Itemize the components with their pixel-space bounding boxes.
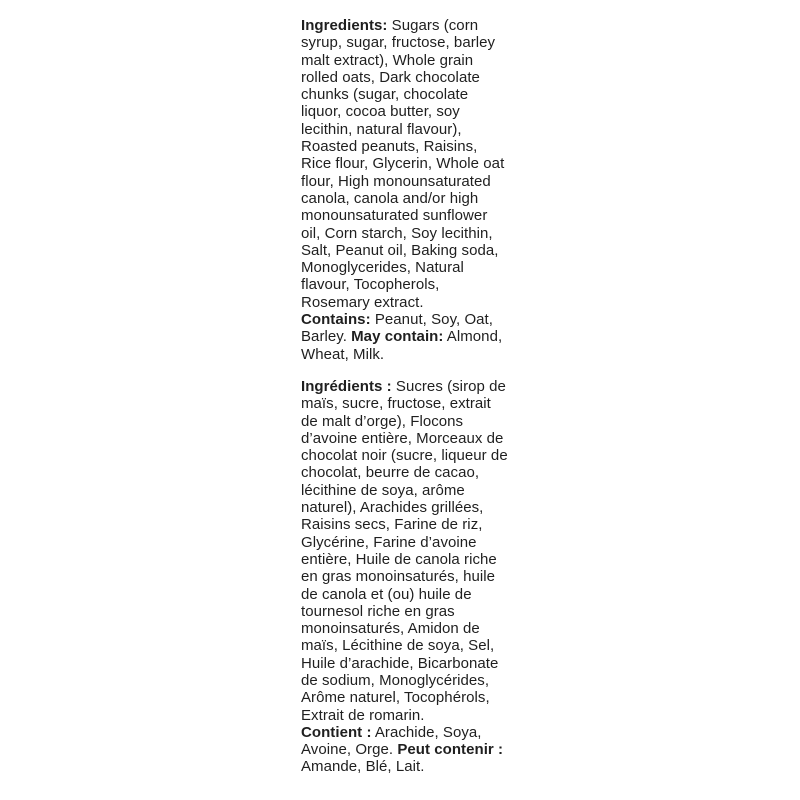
ingredient-text: chocolat, beurre de cacao, (301, 464, 480, 482)
ingredient-line (301, 34, 546, 51)
ingredient-line (301, 551, 546, 568)
ingredient-heading-text: May contain: (351, 328, 444, 346)
ingredient-line (301, 259, 546, 276)
ingredient-text: rolled oats, Dark chocolate (301, 68, 480, 86)
ingredient-text: Sugars (corn (387, 17, 479, 34)
ingredient-text: Arachide, Soya, (371, 723, 482, 741)
ingredients-french (301, 378, 546, 776)
ingredient-line (301, 395, 546, 412)
ingredient-line (301, 346, 546, 363)
ingredient-text: liquor, cocoa butter, soy (301, 103, 460, 121)
ingredient-text: de sodium, Monoglycérides, (301, 671, 490, 689)
ingredient-line (301, 121, 546, 138)
ingredient-line (301, 138, 546, 155)
ingredient-text: Arôme naturel, Tocophérols, (301, 689, 490, 707)
ingredient-text: chunks (sugar, chocolate (301, 86, 469, 104)
ingredient-text: de canola et (ou) huile de (301, 585, 472, 603)
ingredient-line (301, 276, 546, 293)
ingredient-line (301, 568, 546, 585)
ingredient-line (301, 707, 546, 724)
ingredient-line (301, 689, 546, 706)
ingredient-line (301, 413, 546, 430)
ingredient-text: Almond, (443, 328, 503, 346)
ingredient-text: lécithine de soya, arôme (301, 481, 465, 499)
ingredient-heading-text: Ingredients: (301, 17, 388, 34)
ingredient-heading-text: Peut contenir : (397, 741, 504, 759)
ingredient-line (301, 69, 546, 86)
ingredient-text: oil, Corn starch, Soy lecithin, (301, 224, 493, 242)
ingredient-text: Roasted peanuts, Raisins, (301, 138, 478, 156)
ingredient-text: Monoglycerides, Natural (301, 259, 464, 277)
ingredient-line (301, 586, 546, 603)
ingredient-line (301, 724, 546, 741)
ingredient-text: flavour, Tocopherols, (301, 276, 440, 294)
ingredient-line (301, 758, 546, 775)
ingredient-line (301, 464, 546, 481)
ingredient-heading-text: Ingrédients : (301, 377, 392, 395)
ingredient-text: d’avoine entière, Morceaux de (301, 429, 504, 447)
ingredient-text: Amande, Blé, Lait. (301, 758, 425, 776)
ingredient-line (301, 516, 546, 533)
ingredient-text: en gras monoinsaturés, huile (301, 568, 496, 586)
ingredient-line (301, 447, 546, 464)
ingredient-line (301, 482, 546, 499)
ingredient-text: maïs, Lécithine de soya, Sel, (301, 637, 495, 655)
ingredient-text: Raisins secs, Farine de riz, (301, 516, 483, 534)
ingredient-line (301, 52, 546, 69)
ingredient-text: flour, High monounsaturated (301, 172, 491, 190)
ingredient-text: Huile d’arachide, Bicarbonate (301, 654, 499, 672)
ingredient-text: Sucres (sirop de (391, 377, 506, 395)
ingredient-text: Glycérine, Farine d’avoine (301, 533, 477, 551)
ingredient-heading-text: Contains: (301, 311, 371, 329)
ingredient-line (301, 672, 546, 689)
ingredient-text: monoinsaturés, Amidon de (301, 620, 480, 638)
ingredient-text: Salt, Peanut oil, Baking soda, (301, 241, 499, 259)
ingredient-line (301, 655, 546, 672)
ingredient-line (301, 103, 546, 120)
ingredient-text: entière, Huile de canola riche (301, 550, 497, 568)
ingredient-line (301, 603, 546, 620)
ingredient-text: monounsaturated sunflower (301, 207, 488, 225)
ingredient-line (301, 430, 546, 447)
ingredients-english (301, 17, 546, 363)
ingredient-line (301, 207, 546, 224)
ingredient-line (301, 328, 546, 345)
ingredient-text: maïs, sucre, fructose, extrait (301, 395, 491, 413)
ingredient-line (301, 741, 546, 758)
ingredient-line (301, 534, 546, 551)
ingredient-heading-text: Contient : (301, 723, 372, 741)
ingredient-text: malt extract), Whole grain (301, 51, 474, 69)
ingredient-line (301, 173, 546, 190)
ingredient-text: syrup, sugar, fructose, barley (301, 34, 496, 52)
ingredient-text: Avoine, Orge. (301, 741, 398, 759)
ingredient-text: naturel), Arachides grillées, (301, 499, 484, 517)
ingredient-line (301, 155, 546, 172)
ingredient-line (301, 225, 546, 242)
ingredient-line (301, 242, 546, 259)
ingredient-text: de malt d’orge), Flocons (301, 412, 464, 430)
ingredient-text: Peanut, Soy, Oat, (370, 311, 493, 329)
ingredient-text: Extrait de romarin. (301, 706, 425, 724)
ingredient-text: lecithin, natural flavour), (301, 120, 462, 138)
ingredient-line (301, 86, 546, 103)
ingredient-text: chocolat noir (sucre, liqueur de (301, 447, 508, 465)
ingredient-text: Rice flour, Glycerin, Whole oat (301, 155, 505, 173)
ingredient-text: canola, canola and/or high (301, 189, 479, 207)
ingredient-text: Rosemary extract. (301, 293, 424, 311)
ingredient-text: Barley. (301, 328, 352, 346)
ingredient-line (301, 637, 546, 654)
ingredient-text: tournesol riche en gras (301, 602, 455, 620)
ingredients-label-panel (301, 17, 546, 776)
ingredient-line (301, 311, 546, 328)
ingredient-line (301, 294, 546, 311)
ingredient-line (301, 378, 546, 395)
ingredient-line (301, 17, 546, 34)
ingredient-line (301, 190, 546, 207)
ingredient-line (301, 499, 546, 516)
ingredient-line (301, 620, 546, 637)
ingredient-text: Wheat, Milk. (301, 345, 385, 363)
